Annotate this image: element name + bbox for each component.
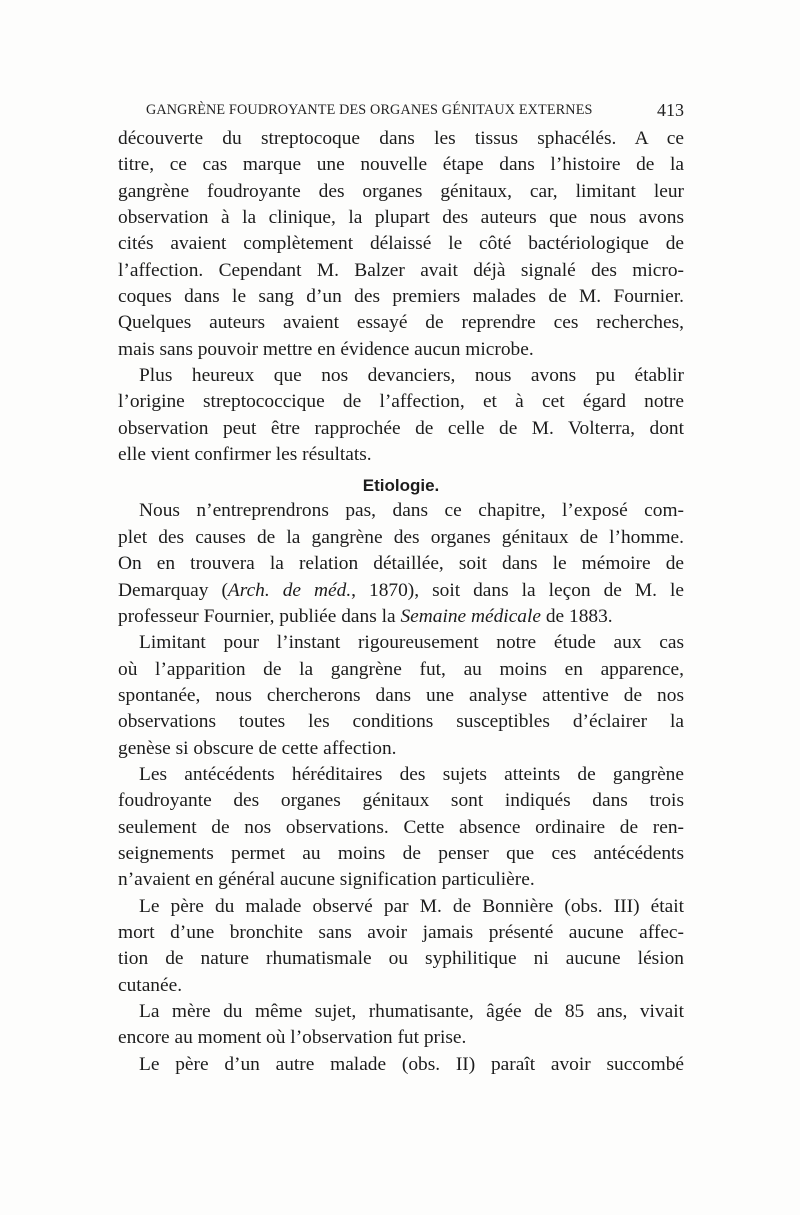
text-line: seulement de nos observations. Cette absence ordinaire de ren- [118,816,684,838]
text-line: seignements permet au moins de penser que ces antécédents [118,842,684,864]
text-segment: Demarquay ( [118,579,228,601]
text-line: encore au moment où l’observation fut prise. [118,1027,467,1049]
text-line: Les antécédents héréditaires des sujets atteints de gangrène [139,763,684,785]
text-line: tion de nature rhumatismale ou syphilitique ni aucune lésion [118,948,684,970]
text-line: elle vient confirmer les résultats. [118,444,372,466]
text-line: observation à la clinique, la plupart des auteurs que nous avons [118,207,684,229]
text-line: où l’apparition de la gangrène fut, au moins en apparence, [118,658,684,680]
text-line: cités avaient complètement délaissé le côté bactériologique de [118,233,684,255]
body-text [118,126,684,1078]
page-number: 413 [657,100,684,120]
text-line: découverte du streptocoque dans les tissus sphacélés. A ce [118,128,684,149]
text-line: Le père du malade observé par M. de Bonnière (obs. III) était [139,895,684,917]
text-line: plet des causes de la gangrène des organes génitaux de l’homme. [118,526,684,548]
text-segment: professeur Fournier, publiée dans la [118,605,401,627]
text-segment: , 1870), soit dans la leçon de M. le [351,579,684,601]
text-line: observations toutes les conditions susceptibles d’éclairer la [118,711,684,733]
text-line: La mère du même sujet, rhumatisante, âgée de 85 ans, vivait [139,1001,684,1022]
text-line: n’avaient en général aucune signification particulière. [118,869,535,891]
text-line: Plus heureux que nos devanciers, nous avons pu établir [139,365,684,387]
text-line: mais sans pouvoir mettre en évidence aucun microbe. [118,338,534,360]
text-line: titre, ce cas marque une nouvelle étape dans l’histoire de la [118,154,684,176]
journal-title-italic: Arch. de méd. [227,579,352,601]
text-line: genèse si obscure de cette affection. [118,737,397,759]
text-line: l’origine streptococcique de l’affection, et à cet égard notre [118,391,684,413]
text-line-citation [118,604,684,630]
text-line-citation [118,578,684,604]
text-line: mort d’une bronchite sans avoir jamais présenté aucune affec- [118,921,684,943]
text-line: l’affection. Cependant M. Balzer avait déjà signalé des micro- [118,259,684,281]
text-line: Quelques auteurs avaient essayé de reprendre ces recherches, [118,312,684,334]
text-line: spontanée, nous chercherons dans une analyse attentive de nos [118,684,684,706]
journal-title-italic: Semaine médicale [400,605,541,627]
text-segment: de 1883. [541,605,613,627]
text-line: coques dans le sang d’un des premiers malades de M. Fournier. [118,286,684,308]
text-line: Le père d’un autre malade (obs. II) paraît avoir succombé [139,1053,684,1075]
section-heading: Etiologie. [362,476,440,496]
text-line: On en trouvera la relation détaillée, soit dans le mémoire de [118,553,684,575]
text-line: gangrène foudroyante des organes génitaux, car, limitant leur [118,180,684,202]
text-line: foudroyante des organes génitaux sont indiqués dans trois [118,790,684,812]
running-title: GANGRÈNE FOUDROYANTE DES ORGANES GÉNITAUX EXTERNES [146,102,593,118]
text-line: observation peut être rapprochée de celle de M. Volterra, dont [118,417,684,439]
text-line: Nous n’entreprendrons pas, dans ce chapitre, l’exposé com- [139,500,684,522]
text-line: Limitant pour l’instant rigoureusement notre étude aux cas [139,632,684,654]
running-head [118,100,684,124]
text-line: cutanée. [118,974,183,996]
